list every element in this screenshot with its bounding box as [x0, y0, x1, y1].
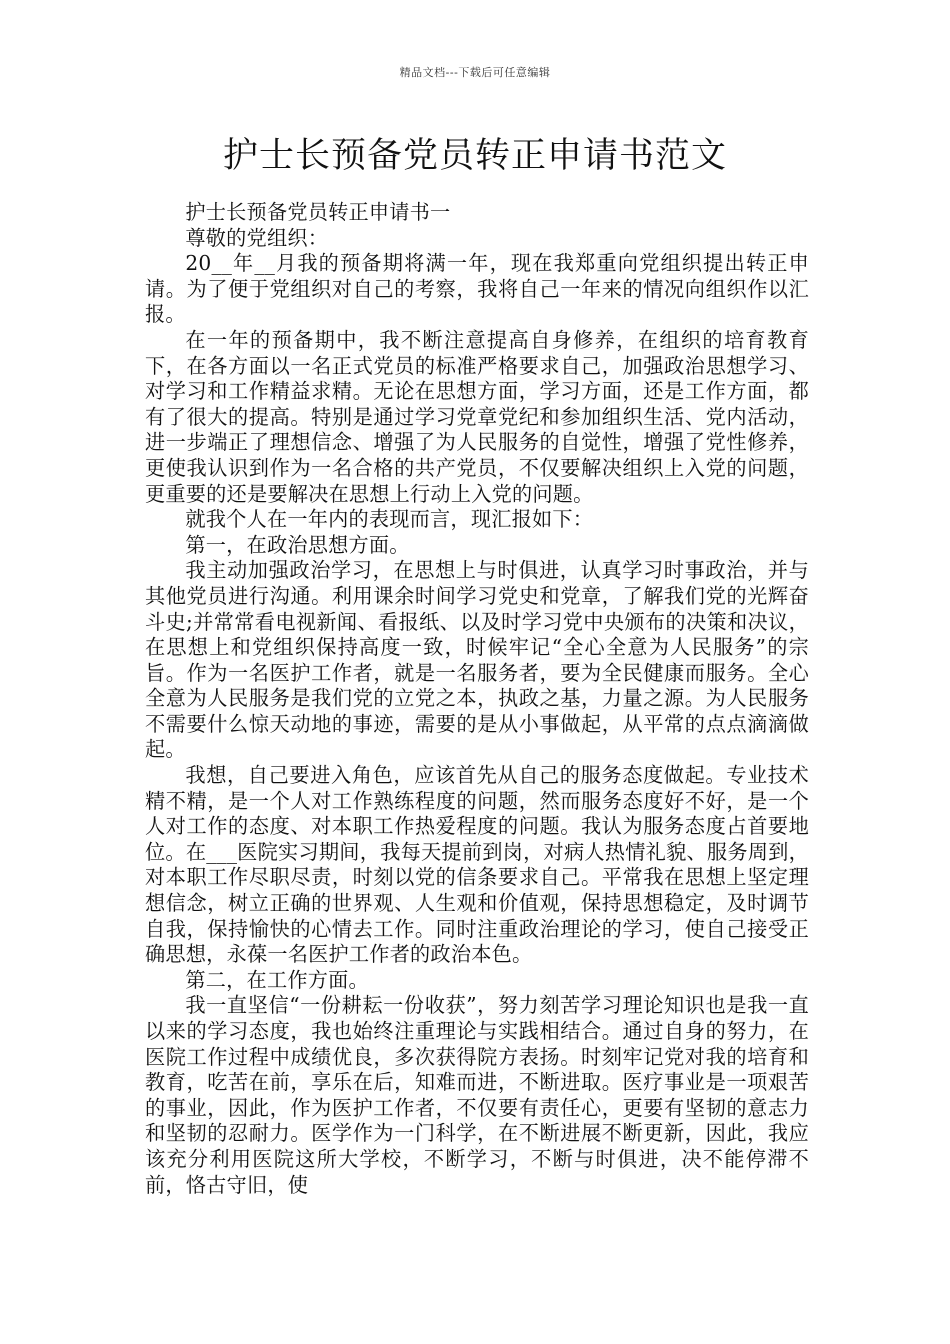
- header-note: 精品文档---下载后可任意编辑: [399, 66, 551, 79]
- paragraph: 就我个人在一年内的表现而言，现汇报如下：: [185, 507, 594, 532]
- paragraph: 在一年的预备期中，我不断注意提高自身修养，在组织的培育教育下，在各方面以一名正式党员的标准严格要求自己，加强政治思想学习、对学习和工作精益求精。无论在思想方面，学习方面，还是工作方面，都有了很大的提高。特别是通过学习党章党纪和参加组织生活、党内活动，进一步端正了理想信念、增强了为人民服务的自觉性，增强了党性修养，更使我认识到作为一名合格的共产党员，不仅要解决组织上入党的问题，更重要的还是要解决在思想上行动上入党的问题。: [145, 327, 809, 506]
- paragraph: 我想，自己要进入角色，应该首先从自己的服务态度做起。专业技术精不精，是一个人对工作熟练程度的问题，然而服务态度好不好，是一个人对工作的态度、对本职工作热爱程度的问题。我认为服务态度占首要地位。在___医院实习期间，我每天提前到岗，对病人热情礼貌、服务周到，对本职工作尽职尽责，时刻以党的信条要求自己。平常我在思想上坚定理想信念，树立正确的世界观、人生观和价值观，保持思想稳定，及时调节自我，保持愉快的心情去工作。同时注重政治理论的学习，使自己接受正确思想，永葆一名医护工作者的政治本色。: [145, 763, 809, 967]
- paragraph-heading: 护士长预备党员转正申请书一: [185, 200, 451, 224]
- document-body: [145, 200, 809, 1198]
- salutation: 尊敬的党组织：: [185, 225, 329, 250]
- paragraph: 20__年__月我的预备期将满一年，现在我郑重向党组织提出转正申请。为了便于党组织对自己的考察，我将自己一年来的情况向组织作以汇报。: [145, 251, 809, 327]
- section-heading: 第二，在工作方面。: [185, 967, 369, 992]
- section-heading: 第一，在政治思想方面。: [185, 532, 410, 557]
- paragraph: 我主动加强政治学习，在思想上与时俱进，认真学习时事政治，并与其他党员进行沟通。利用课余时间学习党史和党章，了解我们党的光辉奋斗史;并常常看电视新闻、看报纸、以及时学习党中央颁布的决策和决议，在思想上和党组织保持高度一致，时候牢记“全心全意为人民服务”的宗旨。作为一名医护工作者，就是一名服务者，要为全民健康而服务。全心全意为人民服务是我们党的立党之本，执政之基，力量之源。为人民服务不需要什么惊天动地的事迹，需要的是从小事做起，从平常的点点滴滴做起。: [145, 558, 809, 762]
- document-title: 护士长预备党员转正申请书范文: [222, 136, 727, 176]
- paragraph: 我一直坚信“一份耕耘一份收获”，努力刻苦学习理论知识也是我一直以来的学习态度，我也始终注重理论与实践相结合。通过自身的努力，在医院工作过程中成绩优良，多次获得院方表扬。时刻牢记党对我的培育和教育，吃苦在前，享乐在后，知难而进，不断进取。医疗事业是一项艰苦的事业，因此，作为医护工作者，不仅要有责任心，更要有坚韧的意志力和坚韧的忍耐力。医学作为一门科学，在不断进展不断更新，因此，我应该充分利用医院这所大学校，不断学习，不断与时俱进，决不能停滞不前，恪古守旧，使: [145, 993, 809, 1197]
